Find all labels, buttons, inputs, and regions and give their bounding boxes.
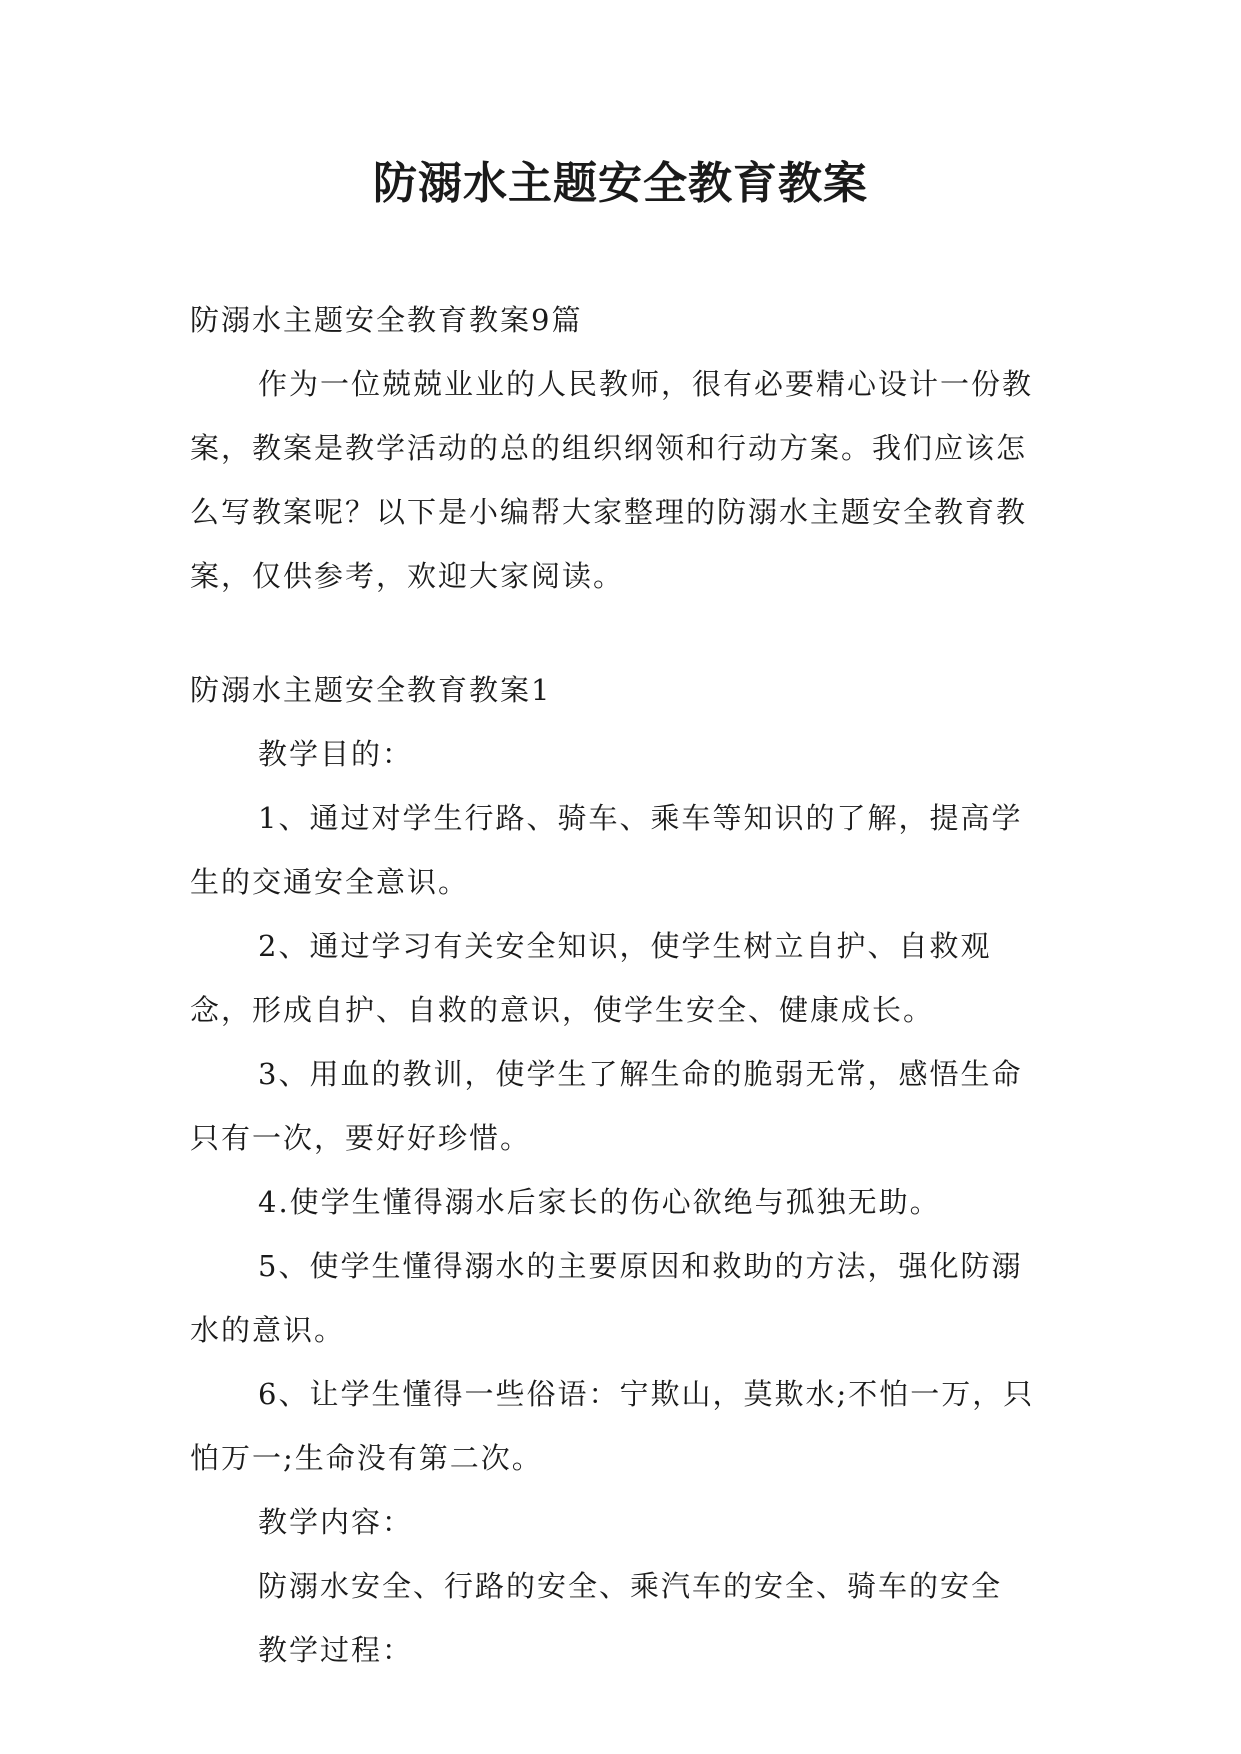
goal-item-6: 6、让学生懂得一些俗语：宁欺山，莫欺水;不怕一万，只怕万一;生命没有第二次。 [190, 1377, 1035, 1475]
teaching-goal-heading: 教学目的： [258, 737, 414, 771]
goal-item-5: 5、使学生懂得溺水的主要原因和救助的方法，强化防溺水的意识。 [190, 1249, 1023, 1347]
goal-item-1: 1、通过对学生行路、骑车、乘车等知识的了解，提高学生的交通安全意识。 [190, 801, 1023, 899]
document-title: 防溺水主题安全教育教案 [373, 158, 868, 209]
subtitle-paragraph: 防溺水主题安全教育教案9篇 [190, 303, 583, 337]
teaching-content-heading: 教学内容： [258, 1505, 414, 1539]
section-heading: 防溺水主题安全教育教案1 [190, 673, 552, 707]
intro-paragraph: 作为一位兢兢业业的人民教师，很有必要精心设计一份教案，教案是教学活动的总的组织纲领和行动方案。我们应该怎么写教案呢？以下是小编帮大家整理的防溺水主题安全教育教案，仅供参考，欢迎大家阅读。 [190, 367, 1034, 593]
teaching-content-text: 防溺水安全、行路的安全、乘汽车的安全、骑车的安全 [258, 1569, 1003, 1603]
goal-item-2: 2、通过学习有关安全知识，使学生树立自护、自救观念，形成自护、自救的意识，使学生安全、健康成长。 [190, 929, 992, 1027]
teaching-process-heading: 教学过程： [258, 1633, 414, 1667]
document-body [190, 288, 1050, 1682]
goal-item-3: 3、用血的教训，使学生了解生命的脆弱无常，感悟生命只有一次，要好好珍惜。 [190, 1057, 1023, 1155]
goal-item-4: 4.使学生懂得溺水后家长的伤心欲绝与孤独无助。 [258, 1185, 941, 1219]
